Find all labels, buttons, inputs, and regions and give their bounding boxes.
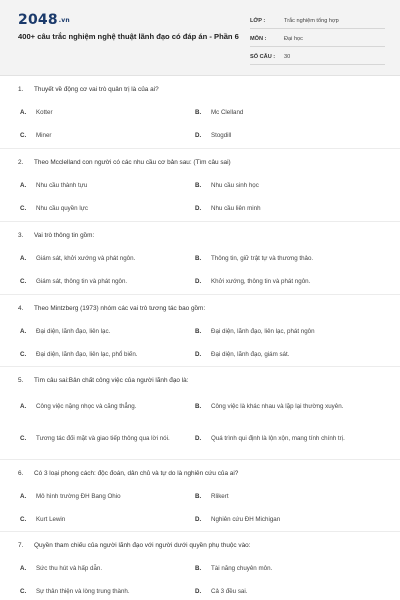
option-text: Đại diện, lãnh đạo, liên lạc. bbox=[36, 327, 111, 335]
question-number: 3. bbox=[18, 232, 24, 239]
question-text: Vai trò thông tin gồm: bbox=[34, 232, 95, 239]
logo-suffix: .vn bbox=[58, 17, 70, 24]
option-b[interactable] bbox=[193, 485, 368, 508]
option-grid bbox=[18, 174, 382, 220]
option-text: Quá trình qui định là lộn xộn, mang tính chính trị. bbox=[211, 435, 345, 443]
meta-label: LỚP : bbox=[250, 18, 266, 24]
option-letter: A. bbox=[20, 327, 27, 335]
question-item bbox=[0, 367, 400, 460]
option-d[interactable] bbox=[193, 423, 368, 455]
option-a[interactable] bbox=[18, 247, 193, 270]
option-letter: B. bbox=[195, 492, 202, 500]
option-c[interactable] bbox=[18, 343, 193, 366]
option-letter: B. bbox=[195, 564, 202, 572]
site-logo[interactable] bbox=[18, 12, 70, 28]
option-c[interactable] bbox=[18, 197, 193, 220]
question-item bbox=[0, 532, 400, 600]
option-a[interactable] bbox=[18, 174, 193, 197]
option-letter: C. bbox=[20, 515, 27, 523]
option-d[interactable] bbox=[193, 197, 368, 220]
option-letter: C. bbox=[20, 350, 27, 358]
question-stem bbox=[18, 81, 382, 98]
question-list bbox=[0, 76, 400, 600]
option-grid bbox=[18, 101, 382, 147]
question-item bbox=[0, 295, 400, 367]
question-stem bbox=[18, 537, 382, 554]
option-letter: D. bbox=[195, 515, 202, 523]
option-text: Kurt Lewin bbox=[36, 515, 66, 523]
option-d[interactable] bbox=[193, 124, 368, 147]
question-text: Có 3 loại phong cách: độc đoán, dân chủ và tự do là nghiên cứu của ai? bbox=[34, 470, 239, 477]
document-title: 400+ câu trắc nghiệm nghệ thuật lãnh đạo có đáp án - Phần 6 bbox=[18, 32, 239, 41]
question-stem bbox=[18, 227, 382, 244]
option-text: Sự thân thiện và lòng trung thành. bbox=[36, 587, 130, 595]
option-letter: D. bbox=[195, 277, 202, 285]
question-item bbox=[0, 222, 400, 295]
option-letter: D. bbox=[195, 587, 202, 595]
option-letter: C. bbox=[20, 587, 27, 595]
option-grid bbox=[18, 557, 382, 600]
question-text: Tìm câu sai:Bản chất công việc của người lãnh đạo là: bbox=[34, 377, 189, 384]
option-a[interactable] bbox=[18, 101, 193, 124]
option-c[interactable] bbox=[18, 508, 193, 531]
option-text: Giám sát, khởi xướng và phát ngôn. bbox=[36, 254, 136, 262]
option-letter: B. bbox=[195, 181, 202, 189]
meta-label: SỐ CÂU : bbox=[250, 54, 276, 60]
meta-label: MÔN : bbox=[250, 36, 267, 42]
question-number: 4. bbox=[18, 305, 24, 312]
document-meta bbox=[250, 14, 385, 68]
option-letter: B. bbox=[195, 254, 202, 262]
option-text: Stogdill bbox=[211, 131, 232, 139]
option-a[interactable] bbox=[18, 320, 193, 343]
option-text: Công việc nặng nhọc và căng thẳng. bbox=[36, 403, 137, 411]
option-letter: B. bbox=[195, 403, 202, 411]
option-text: Công việc là khác nhau và lặp lại thường xuyên. bbox=[211, 403, 344, 411]
option-b[interactable] bbox=[193, 557, 368, 580]
question-text: Quyền tham chiếu của người lãnh đạo với người dưới quyền phụ thuộc vào: bbox=[34, 542, 251, 549]
question-text: Theo Mcclelland con người có các nhu cầu cơ bản sau: (Tìm câu sai) bbox=[34, 159, 231, 166]
meta-subject-row bbox=[250, 32, 385, 47]
option-text: Tài năng chuyên môn. bbox=[211, 564, 273, 572]
option-b[interactable] bbox=[193, 101, 368, 124]
option-text: Miner bbox=[36, 131, 52, 139]
option-letter: C. bbox=[20, 435, 27, 443]
option-b[interactable] bbox=[193, 247, 368, 270]
question-stem bbox=[18, 372, 382, 389]
option-letter: D. bbox=[195, 204, 202, 212]
option-grid bbox=[18, 320, 382, 366]
option-letter: A. bbox=[20, 492, 27, 500]
option-text: Mô hình trường ĐH Bang Ohio bbox=[36, 492, 121, 500]
option-text: Rlikert bbox=[211, 492, 229, 500]
option-text: Khởi xướng, thông tin và phát ngôn. bbox=[211, 277, 311, 285]
option-d[interactable] bbox=[193, 270, 368, 293]
option-text: Giám sát, thông tin và phát ngôn. bbox=[36, 277, 128, 285]
option-letter: A. bbox=[20, 564, 27, 572]
option-text: Cả 3 đều sai. bbox=[211, 587, 248, 595]
option-c[interactable] bbox=[18, 124, 193, 147]
option-text: Nghiên cứu ĐH Michigan bbox=[211, 515, 281, 523]
question-item bbox=[0, 460, 400, 532]
option-letter: C. bbox=[20, 277, 27, 285]
option-letter: D. bbox=[195, 435, 202, 443]
option-b[interactable] bbox=[193, 320, 368, 343]
option-letter: C. bbox=[20, 204, 27, 212]
option-letter: A. bbox=[20, 108, 27, 116]
meta-value: 30 bbox=[284, 54, 291, 60]
meta-value: Đại học bbox=[284, 36, 303, 42]
option-text: Đại diện, lãnh đạo, giám sát. bbox=[211, 350, 290, 358]
option-letter: A. bbox=[20, 254, 27, 262]
question-stem bbox=[18, 300, 382, 317]
option-text: Nhu cầu quyền lực bbox=[36, 204, 88, 212]
question-number: 7. bbox=[18, 542, 24, 549]
option-letter: A. bbox=[20, 403, 27, 411]
option-grid bbox=[18, 247, 382, 293]
meta-count-row bbox=[250, 50, 385, 65]
option-text: Kotter bbox=[36, 108, 53, 116]
question-number: 2. bbox=[18, 159, 24, 166]
question-stem bbox=[18, 465, 382, 482]
option-grid bbox=[18, 391, 382, 455]
document-header bbox=[0, 0, 400, 76]
option-text: Đại diện, lãnh đạo, liên lạc, phổ biến. bbox=[36, 350, 138, 358]
option-letter: D. bbox=[195, 131, 202, 139]
option-a[interactable] bbox=[18, 391, 193, 423]
option-text: Nhu cầu sinh học bbox=[211, 181, 259, 189]
option-c[interactable] bbox=[18, 270, 193, 293]
option-text: Tương tác đối mặt và giao tiếp thông qua lời nói. bbox=[36, 435, 170, 443]
question-stem bbox=[18, 154, 382, 171]
meta-class-row bbox=[250, 14, 385, 29]
option-d[interactable] bbox=[193, 343, 368, 366]
option-a[interactable] bbox=[18, 485, 193, 508]
logo-text: 2048 bbox=[18, 12, 58, 28]
option-c[interactable] bbox=[18, 423, 193, 455]
option-letter: D. bbox=[195, 350, 202, 358]
option-d[interactable] bbox=[193, 580, 368, 600]
meta-value: Trắc nghiệm tổng hợp bbox=[284, 18, 339, 24]
option-letter: B. bbox=[195, 327, 202, 335]
option-letter: B. bbox=[195, 108, 202, 116]
option-text: Nhu cầu liên minh bbox=[211, 204, 261, 212]
option-text: Đại diện, lãnh đạo, liên lạc, phát ngôn bbox=[211, 327, 315, 335]
option-grid bbox=[18, 485, 382, 531]
question-number: 5. bbox=[18, 377, 24, 384]
question-text: Theo Mintzberg (1973) nhóm các vai trò tương tác bao gồm: bbox=[34, 305, 206, 312]
option-letter: A. bbox=[20, 181, 27, 189]
option-text: Nhu cầu thành tựu bbox=[36, 181, 88, 189]
option-a[interactable] bbox=[18, 557, 193, 580]
question-item bbox=[0, 76, 400, 149]
option-text: Mc Clelland bbox=[211, 108, 244, 116]
question-number: 1. bbox=[18, 86, 24, 93]
option-text: Thông tin, giữ trật tự và thương thảo. bbox=[211, 254, 314, 262]
option-c[interactable] bbox=[18, 580, 193, 600]
question-item bbox=[0, 149, 400, 222]
question-number: 6. bbox=[18, 470, 24, 477]
option-d[interactable] bbox=[193, 508, 368, 531]
option-b[interactable] bbox=[193, 174, 368, 197]
question-text: Thuyết về động cơ vai trò quản trị là của ai? bbox=[34, 86, 159, 93]
option-letter: C. bbox=[20, 131, 27, 139]
option-text: Sức thu hút và hấp dẫn. bbox=[36, 564, 103, 572]
option-b[interactable] bbox=[193, 391, 368, 423]
